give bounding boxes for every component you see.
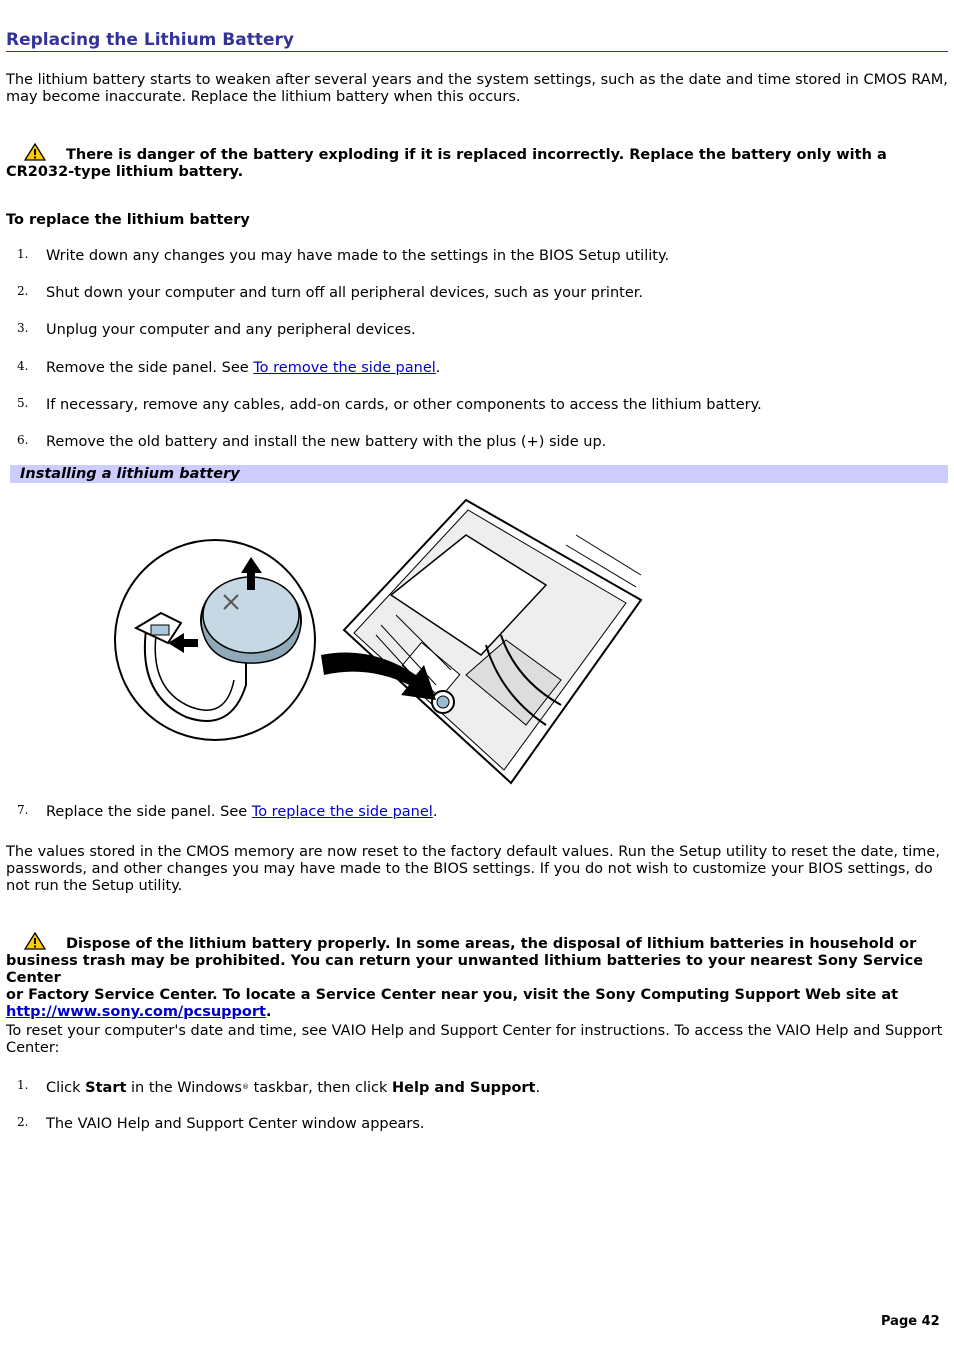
reset-values-paragraph: The values stored in the CMOS memory are now reset to the factory default values. Run the Setup utility to reset the date, time, passwords, and other changes you may have made to the BIOS settings. If you do not wish to customize your BIOS settings, do not run the Setup utility.: [6, 844, 940, 894]
warning-triangle-icon: [24, 143, 46, 161]
battery-installation-illustration: [106, 495, 651, 787]
intro-paragraph: The lithium battery starts to weaken after several years and the system settings, such as the date and time stored in CMOS RAM, may become inaccurate. Replace the lithium battery when this occurs.: [6, 72, 948, 105]
procedure-heading: To replace the lithium battery: [6, 212, 250, 228]
link-remove-side-panel[interactable]: To remove the side panel: [253, 360, 436, 376]
reset-date-paragraph: To reset your computer's date and time, see VAIO Help and Support Center for instructions. To access the VAIO Help and Support Center:: [6, 1023, 943, 1056]
warning-triangle-icon: [24, 932, 46, 950]
link-sony-pcsupport[interactable]: http://www.sony.com/pcsupport: [6, 1004, 266, 1020]
link-replace-side-panel[interactable]: To replace the side panel: [251, 804, 433, 820]
page-title: Replacing the Lithium Battery: [6, 30, 948, 52]
page-number: Page 42: [881, 1314, 940, 1329]
warning-text: There is danger of the battery exploding if it is replaced incorrectly. Replace the battery only with a CR2032-type lithium battery.: [6, 147, 887, 180]
figure-caption: Installing a lithium battery: [10, 465, 948, 483]
warning-battery-explosion: [6, 143, 948, 181]
warning-disposal: Dispose of the lithium battery properly. In some areas, the disposal of lithium batteries in household or business trash may be prohibited. You can return your unwanted lithium batteries to your nearest Sony Service Center or Factory Service Center. To locate a Service Center near you, visit the Sony Computing Support Web site at http://www.sony.com/pcsupport.: [6, 932, 948, 1021]
